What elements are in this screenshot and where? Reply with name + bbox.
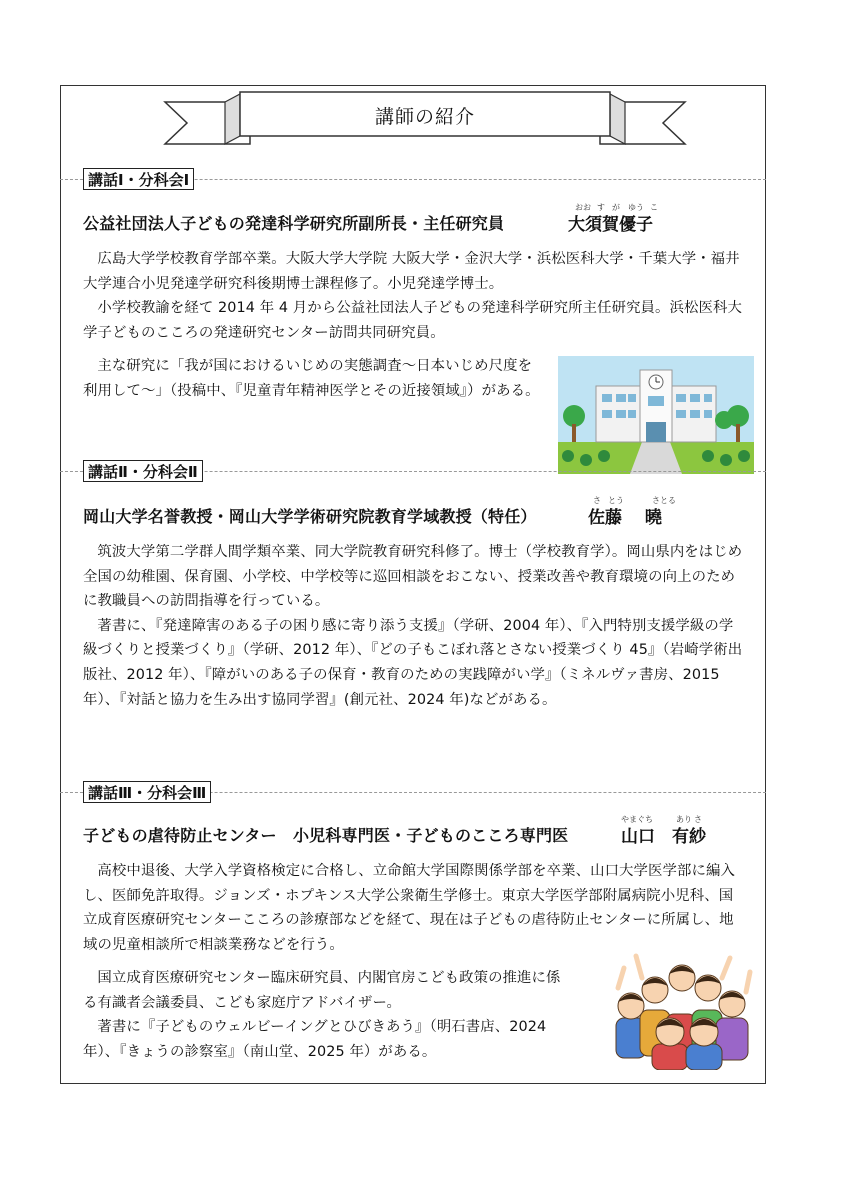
speaker-bio — [83, 859, 743, 957]
name-ruby: とう — [608, 496, 624, 505]
bio-paragraph: 国立成育医療研究センター臨床研究員、内閣官房こども政策の推進に係る有識者会議委員、こども家庭庁アドバイザー。 — [83, 970, 561, 1011]
name-ruby: す — [597, 203, 605, 212]
name-ruby: こ — [650, 203, 658, 212]
cheering-children-illustration — [612, 948, 754, 1070]
speaker-name: 山口 有紗 — [621, 827, 706, 847]
name-ruby: さ — [593, 496, 601, 505]
speaker-bio — [83, 966, 573, 1064]
name-ruby: やまぐち — [621, 815, 653, 824]
bio-paragraph: 高校中退後、大学入学資格検定に合格し、立命館大学国際関係学部を卒業、山口大学医学部に編入し、医師免許取得。ジョンズ・ホプキンス大学公衆衛生学修士。東京大学医学部附属病院小児科、国立成育医療研究センターこころの診療部などを経て、現在は子どもの虐待防止センターに所属し、地域の児童相談所で相談業務などを行う。 — [83, 863, 735, 953]
name-ruby: さとる — [652, 496, 676, 505]
bio-paragraph: 著書に『子どものウェルビーイングとひびきあう』（明石書店、2024 年）、『きょうの診察室』（南山堂、2025 年）がある。 — [83, 1019, 547, 1060]
bio-paragraph: 筑波大学第二学群人間学類卒業、同大学院教育研究科修了。博士（学校教育学）。岡山県内をはじめ全国の幼稚園、保育園、小学校、中学校等に巡回相談をおこない、授業改善や教育環境の向上のために教職員への訪問指導を行っている。 — [83, 544, 743, 610]
speaker-name: 大須賀優子 — [568, 215, 653, 235]
name-ruby: あり — [676, 815, 692, 824]
section-label: 講話Ⅲ・分科会Ⅲ — [83, 781, 211, 803]
speaker-bio — [83, 540, 743, 712]
bio-paragraph: 小学校教諭を経て 2014 年 4 月から公益社団法人子どもの発達科学研究所主任研究員。浜松医科大学子どものこころの発達研究センター訪問共同研究員。 — [83, 300, 742, 341]
name-ruby: おお — [575, 203, 591, 212]
bio-paragraph: 主な研究に「我が国におけるいじめの実態調査～日本いじめ尺度を利用して～」（投稿中、『児童青年精神医学とその近接領域』）がある。 — [83, 358, 540, 399]
section-label: 講話Ⅱ・分科会Ⅱ — [83, 460, 203, 482]
speaker-affiliation: 岡山大学名誉教授・岡山大学学術研究院教育学域教授（特任） — [83, 507, 537, 526]
page-title: 講師の紹介 — [374, 106, 475, 128]
school-building-illustration — [558, 356, 754, 474]
name-ruby: が — [612, 203, 620, 212]
speaker-bio — [83, 354, 543, 403]
section-label: 講話Ⅰ・分科会Ⅰ — [83, 168, 194, 190]
speaker-bio — [83, 247, 743, 345]
bio-paragraph: 広島大学学校教育学部卒業。大阪大学大学院 大阪大学・金沢大学・浜松医科大学・千葉大学・福井大学連合小児発達学研究科後期博士課程修了。小児発達学博士。 — [83, 251, 740, 292]
speaker-affiliation: 子どもの虐待防止センター 小児科専門医・子どものこころ専門医 — [83, 826, 569, 845]
speaker-name: 佐藤 曉 — [588, 508, 662, 528]
speaker-affiliation: 公益社団法人子どもの発達科学研究所副所長・主任研究員 — [83, 214, 505, 233]
name-ruby: さ — [694, 815, 702, 824]
name-ruby: ゆう — [628, 203, 644, 212]
bio-paragraph: 著書に、『発達障害のある子の困り感に寄り添う支援』（学研、2004 年）、『入門特別支援学級の学級づくりと授業づくり』（学研、2012 年）、『どの子もこぼれ落とさない授業づくり 45』（岩崎学術出版社、2012 年）、『障がいのある子の保育・教育のための実践障がい学』（ミネルヴァ書房、2015 年）、『対話と協力を生み出す協同学習』(創元社、2024 年)などがある。 — [83, 617, 743, 708]
